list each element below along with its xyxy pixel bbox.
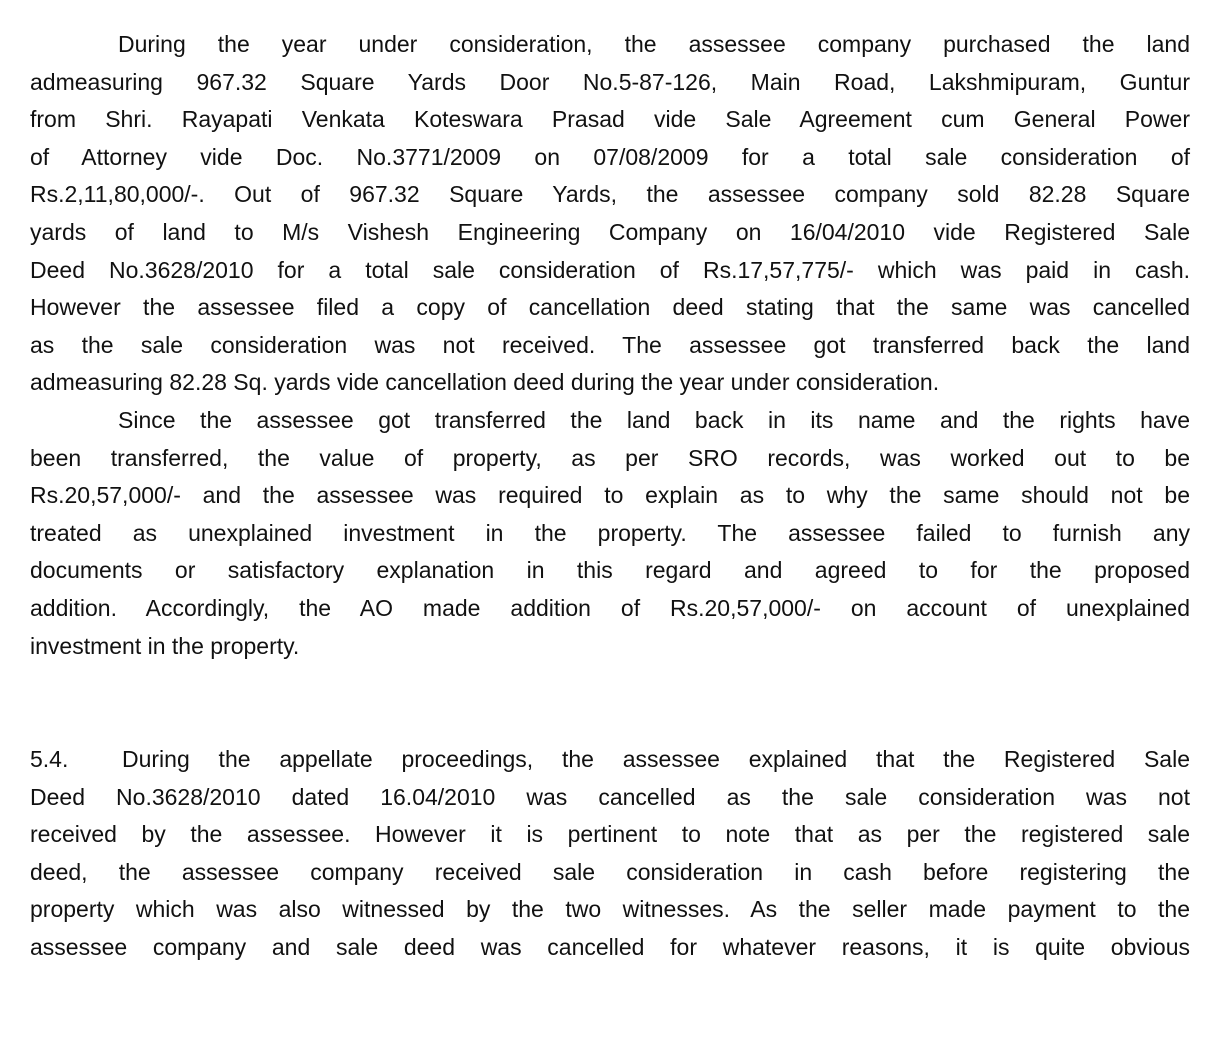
text-line: been transferred, the value of property, as per SRO records, was worked out to be [30, 444, 1190, 471]
text-line: investment in the property. [30, 632, 300, 659]
text-line: as the sale consideration was not received. The assessee got transferred back the land [30, 331, 1190, 358]
text-line: addition. Accordingly, the AO made addition of Rs.20,57,000/- on account of unexplained [30, 594, 1190, 621]
text-line: admeasuring 967.32 Square Yards Door No.5-87-126, Main Road, Lakshmipuram, Guntur [30, 68, 1190, 95]
text-line: Rs.20,57,000/- and the assessee was required to explain as to why the same should not be [30, 482, 1190, 509]
text-line: from Shri. Rayapati Venkata Koteswara Prasad vide Sale Agreement cum General Power [30, 106, 1190, 133]
text-line: treated as unexplained investment in the property. The assessee failed to furnish any [30, 519, 1190, 546]
text-line: However the assessee filed a copy of cancellation deed stating that the same was cancelled [30, 294, 1190, 321]
text-line: Rs.2,11,80,000/-. Out of 967.32 Square Yards, the assessee company sold 82.28 Square [30, 181, 1190, 208]
text-line: Deed No.3628/2010 dated 16.04/2010 was cancelled as the sale consideration was not [30, 783, 1190, 810]
paragraph-spacer [30, 665, 1190, 741]
text-line: deed, the assessee company received sale consideration in cash before registering the [30, 858, 1190, 885]
text-line: admeasuring 82.28 Sq. yards vide cancellation deed during the year under consideration. [30, 369, 940, 396]
paragraph-number: 5.4. [30, 746, 69, 773]
paragraph-addition [30, 402, 1190, 665]
text-line: yards of land to M/s Vishesh Engineering Company on 16/04/2010 vide Registered Sale [30, 218, 1190, 245]
text-line: property which was also witnessed by the two witnesses. As the seller made payment to the [30, 896, 1190, 923]
text-line: Since the assessee got transferred the land back in its name and the rights have [118, 406, 1190, 433]
paragraph-purchase [30, 26, 1190, 402]
text-line: assessee company and sale deed was cancelled for whatever reasons, it is quite obvious [30, 934, 1190, 961]
document-page [30, 26, 1190, 967]
text-line: During the year under consideration, the assessee company purchased the land [118, 31, 1190, 57]
text-line: documents or satisfactory explanation in this regard and agreed to for the proposed [30, 557, 1190, 584]
text-line: received by the assessee. However it is pertinent to note that as per the registered sale [30, 821, 1190, 848]
text-line-content: During the appellate proceedings, the assessee explained that the Registered Sale [122, 746, 1190, 773]
paragraph-5-4 [30, 741, 1190, 967]
text-line: Deed No.3628/2010 for a total sale consideration of Rs.17,57,775/- which was paid in cash. [30, 256, 1190, 283]
text-line: of Attorney vide Doc. No.3771/2009 on 07/08/2009 for a total sale consideration of [30, 143, 1190, 170]
text-line [30, 741, 1190, 779]
